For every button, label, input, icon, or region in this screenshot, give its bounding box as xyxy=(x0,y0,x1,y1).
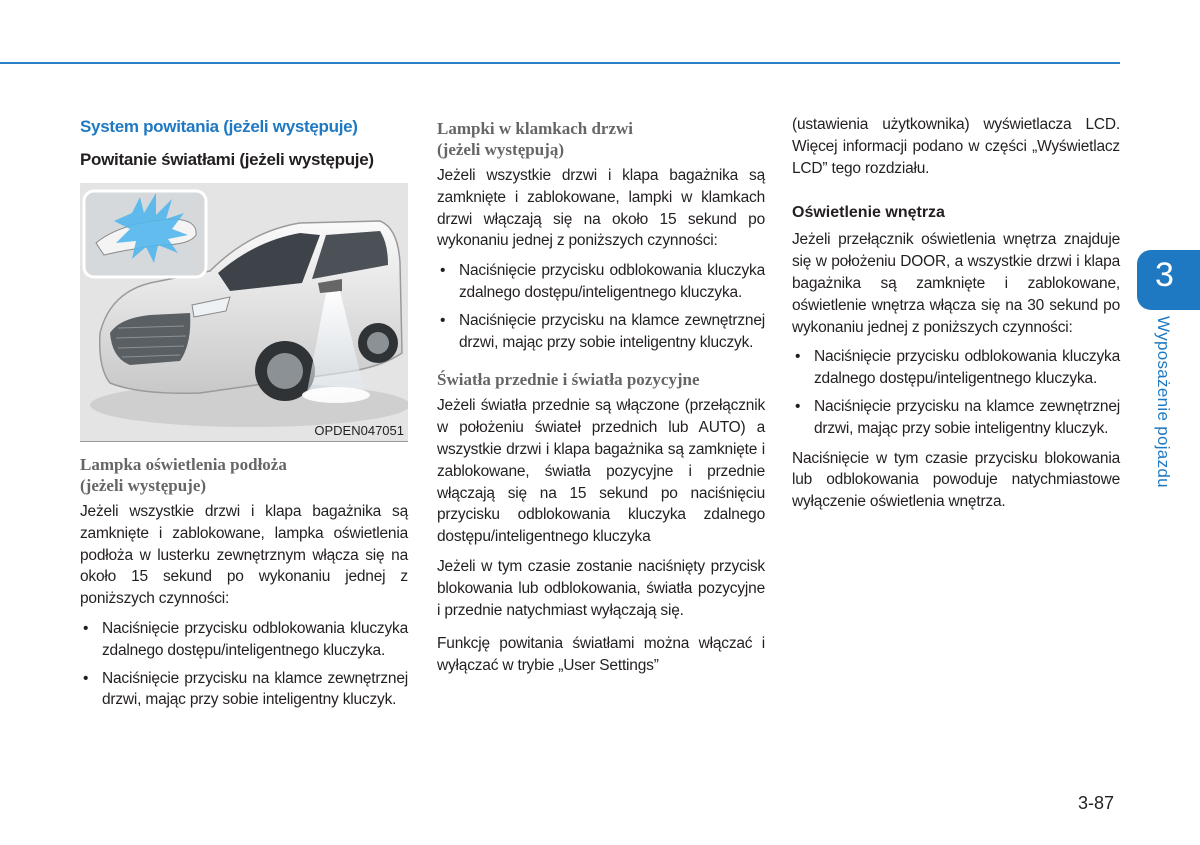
car-drawing xyxy=(80,183,408,441)
paragraph: Jeżeli wszystkie drzwi i klapa bagażnika są zamknięte i zablokowane, lampka oświetlenia podłoża w lusterku zewnętrznym włącza się na około 15 sekund po wykonaniu jednej z poniższych czynności: xyxy=(80,503,408,608)
page-number: 3-87 xyxy=(1078,793,1115,813)
heading-door-handle-lamps: Lampki w klamkach drzwi (jeżeli występują) xyxy=(437,119,633,159)
bullet-list xyxy=(80,618,408,711)
list-item: • Naciśnięcie przycisku na klamce zewnętrznej drzwi, mając przy sobie inteligentny kluczyk. xyxy=(792,396,1120,440)
column-1 xyxy=(80,114,408,719)
subsection-title: Powitanie światłami (jeżeli występuje) xyxy=(80,150,374,169)
section-title: System powitania (jeżeli występuje) xyxy=(80,117,358,136)
heading-ground-lamp: Lampka oświetlenia podłoża (jeżeli występuje) xyxy=(80,455,287,495)
paragraph: (ustawienia użytkownika) wyświetlacza LCD. Więcej informacji podano w części „Wyświetlacz LCD” tego rozdziału. xyxy=(792,116,1120,177)
bullet-list xyxy=(437,260,765,353)
list-item: • Naciśnięcie przycisku odblokowania kluczyka zdalnego dostępu/inteligentnego kluczyka. xyxy=(437,260,765,304)
paragraph: Jeżeli wszystkie drzwi i klapa bagażnika są zamknięte i zablokowane, lampki w klamkach drzwi włączają się na około 15 sekund po wykonaniu jednej z poniższych czynności: xyxy=(437,167,765,250)
heading-headlights: Światła przednie i światła pozycyjne xyxy=(437,370,700,390)
column-2 xyxy=(437,114,765,685)
top-rule xyxy=(0,62,1120,64)
list-item: • Naciśnięcie przycisku odblokowania kluczyka zdalnego dostępu/inteligentnego kluczyka. xyxy=(80,618,408,662)
paragraph: Funkcję powitania światłami można włączać i wyłączać w trybie „User Settings” xyxy=(437,635,765,675)
bullet-list xyxy=(792,346,1120,439)
list-item: • Naciśnięcie przycisku na klamce zewnętrznej drzwi, mając przy sobie inteligentny kluczyk. xyxy=(80,668,408,712)
paragraph: Jeżeli przełącznik oświetlenia wnętrza znajduje się w położeniu DOOR, a wszystkie drzwi i klapa bagażnika są zamknięte i zablokowane, oświetlenie wnętrza włącza się na 30 sekund po wykonaniu jednej z poniższych czynności: xyxy=(792,231,1120,336)
chapter-tab xyxy=(1137,250,1200,310)
chapter-side-label xyxy=(1153,316,1175,506)
list-item: • Naciśnięcie przycisku na klamce zewnętrznej drzwi, mając przy sobie inteligentny kluczyk. xyxy=(437,310,765,354)
paragraph: Naciśnięcie w tym czasie przycisku blokowania lub odblokowania powoduje natychmiastowe wyłączenie oświetlenia wnętrza. xyxy=(792,449,1120,511)
car-illustration xyxy=(80,183,408,442)
heading-interior-light: Oświetlenie wnętrza xyxy=(792,204,945,222)
paragraph: Jeżeli światła przednie są włączone (przełącznik w położeniu świateł przednich lub AUTO) a wszystkie drzwi i klapa bagażnika są zamknięte i zablokowane, światła pozycyjne i przednie włączają się na 15 sekund po naciśnięciu przycisku odblokowania kluczyka zdalnego dostępu/inteligentnego kluczyka xyxy=(437,397,765,546)
chapter-number: 3 xyxy=(1155,256,1174,294)
list-item: • Naciśnięcie przycisku odblokowania kluczyka zdalnego dostępu/inteligentnego kluczyka. xyxy=(792,346,1120,390)
figure-code: OPDEN047051 xyxy=(314,423,404,438)
paragraph: Jeżeli w tym czasie zostanie naciśnięty przycisk blokowania lub odblokowania, światła pozycyjne i przednie natychmiast wyłączają się. xyxy=(437,557,765,619)
column-3 xyxy=(792,114,1120,521)
chapter-title: Wyposażenie pojazdu xyxy=(1154,316,1173,488)
